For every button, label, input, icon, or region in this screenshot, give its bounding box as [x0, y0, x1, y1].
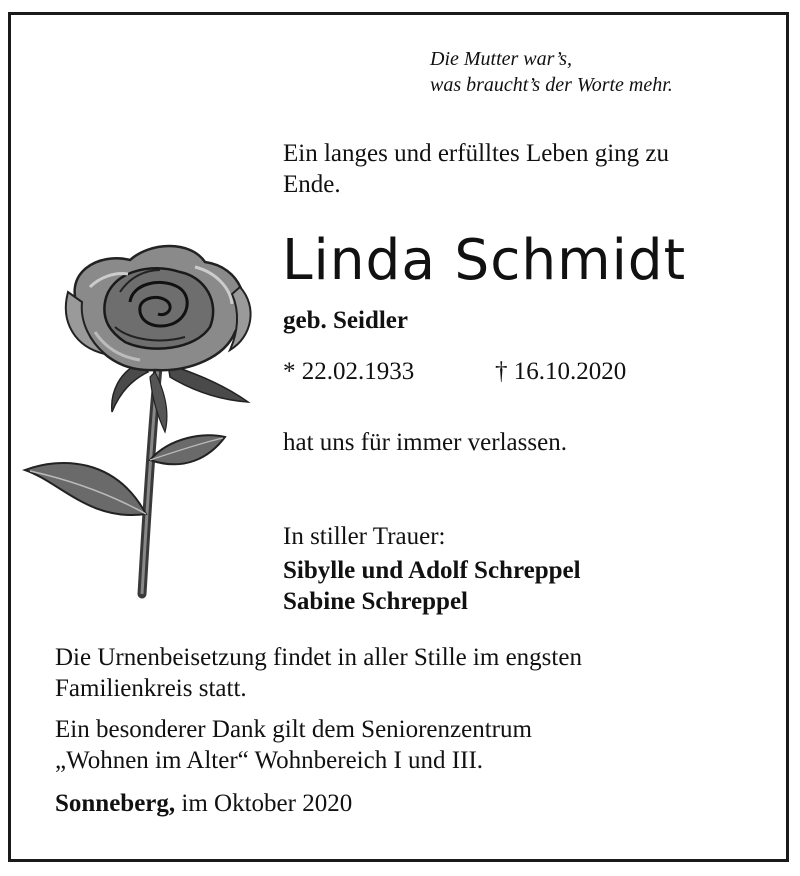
- closing-line: [55, 788, 352, 819]
- birth-name: geb. Seidler: [283, 307, 408, 334]
- quote-line-1: Die Mutter war’s,: [430, 48, 573, 70]
- deceased-name: Linda Schmidt: [282, 228, 687, 293]
- rose-icon: [20, 232, 280, 602]
- epigraph-quote: [430, 46, 673, 98]
- mourner-name: Sibylle und Adolf Schreppel: [283, 557, 581, 584]
- mourners-list: [283, 555, 581, 617]
- left-us-text: hat uns für immer verlassen.: [283, 429, 567, 456]
- mourning-heading: In stiller Trauer:: [283, 523, 446, 550]
- intro-text: [283, 138, 773, 200]
- burial-line-1: Die Urnenbeisetzung findet in aller Stille im engsten: [55, 644, 582, 671]
- death-date: † 16.10.2020: [495, 358, 627, 385]
- burial-line-2: Familienkreis statt.: [55, 675, 247, 702]
- burial-notice: [55, 642, 745, 704]
- thanks-line-2: „Wohnen im Alter“ Wohnbereich I und III.: [55, 747, 484, 774]
- mourner-name: Sabine Schreppel: [283, 588, 468, 615]
- thanks-line-1: Ein besonderer Dank gilt dem Seniorenzentrum: [55, 716, 532, 743]
- intro-line-1: Ein langes und erfülltes Leben ging zu: [283, 140, 669, 167]
- quote-line-2: was braucht’s der Worte mehr.: [430, 74, 673, 96]
- birth-date: * 22.02.1933: [283, 358, 415, 385]
- thanks-notice: [55, 714, 745, 776]
- closing-place: Sonneberg,: [55, 790, 176, 817]
- closing-date: im Oktober 2020: [181, 790, 353, 817]
- intro-line-2: Ende.: [283, 171, 341, 198]
